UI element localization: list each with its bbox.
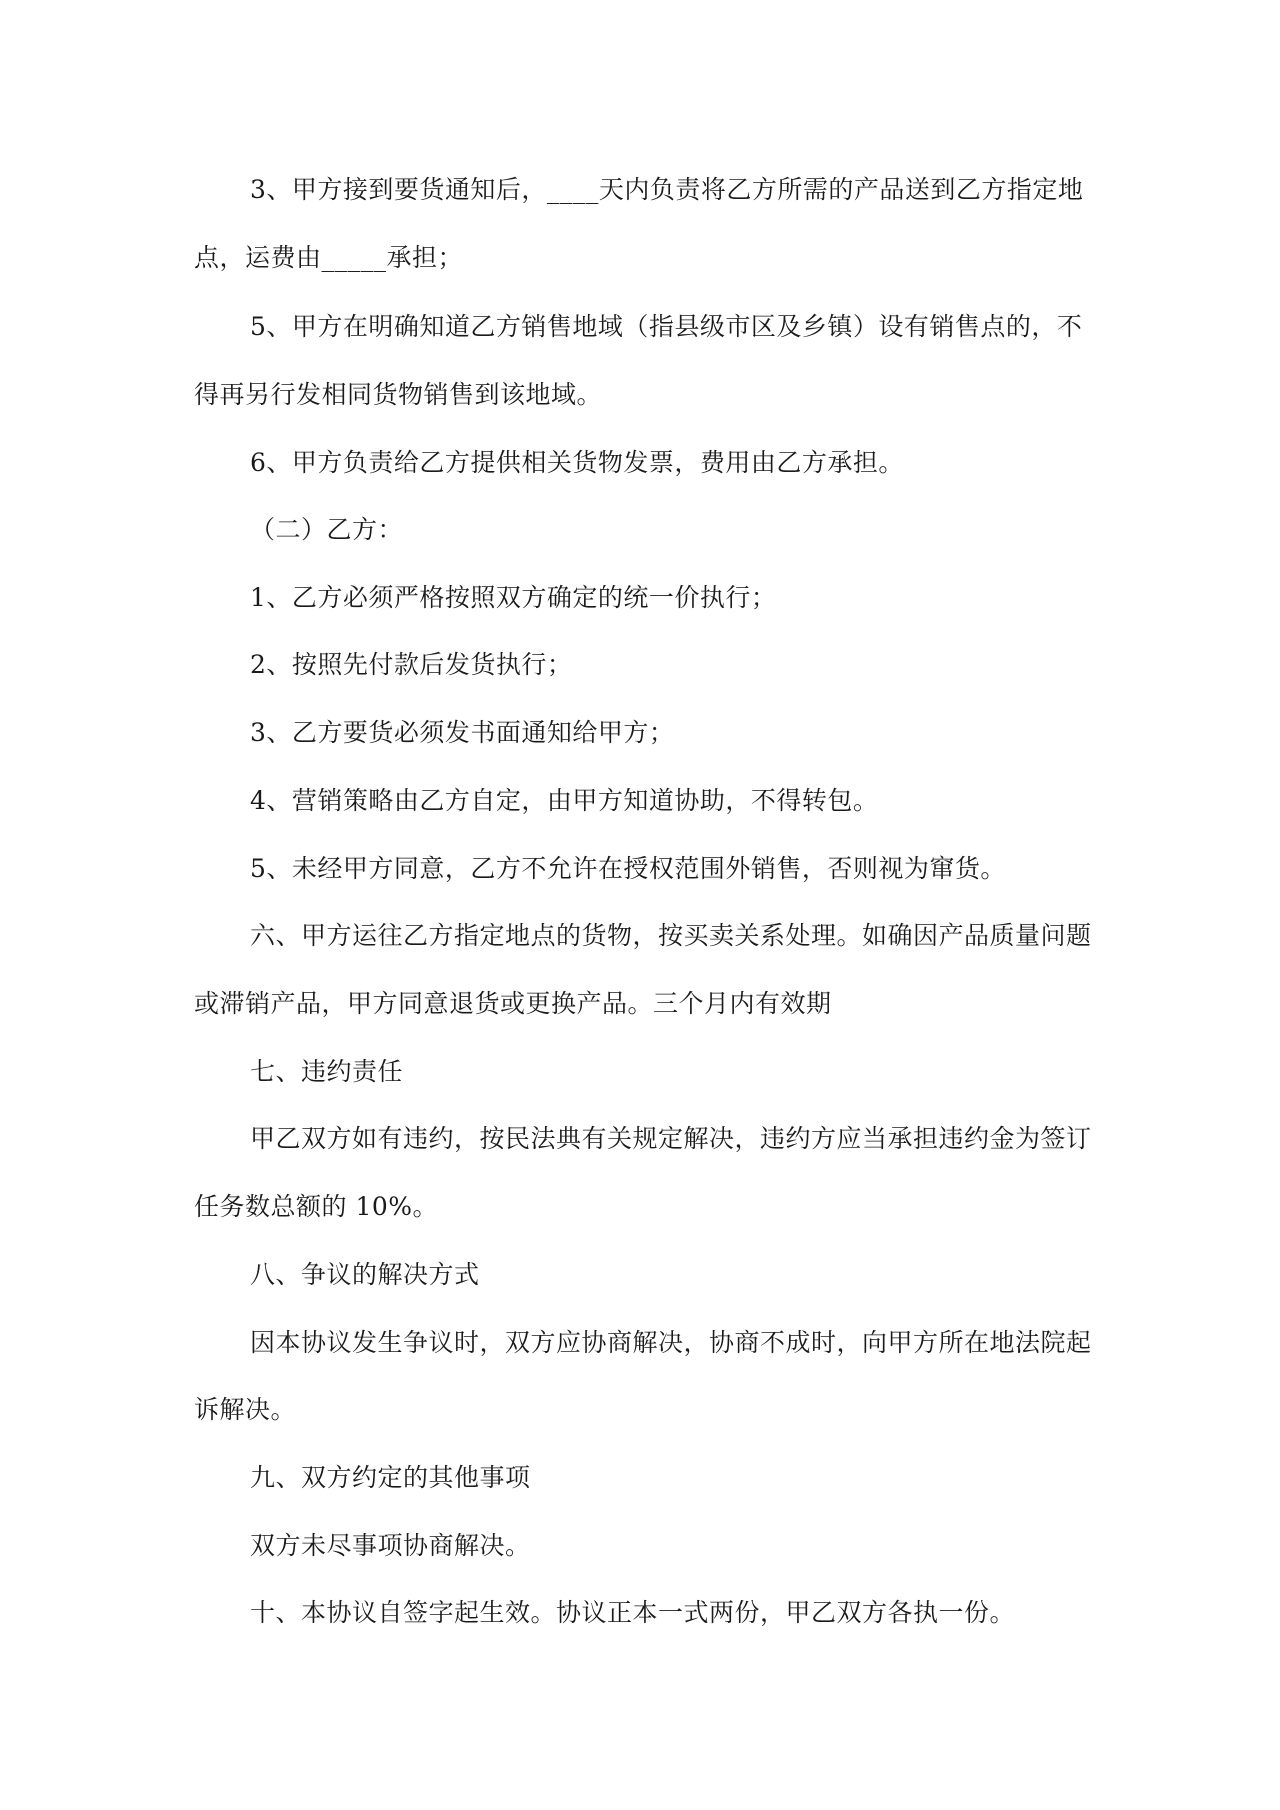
text-line: 或滞销产品，甲方同意退货或更换产品。三个月内有效期: [194, 989, 832, 1018]
section-heading: （二）乙方：: [250, 515, 404, 544]
text-line: 5、未经甲方同意，乙方不允许在授权范围外销售，否则视为窜货。: [250, 854, 1006, 883]
text-line: 双方未尽事项协商解决。: [250, 1531, 531, 1560]
text-line: 任务数总额的 10%。: [194, 1192, 439, 1221]
text-line: 得再另行发相同货物销售到该地域。: [194, 380, 603, 409]
text-line: 2、按照先付款后发货执行；: [250, 650, 573, 679]
text-line: 六、甲方运往乙方指定地点的货物，按买卖关系处理。如确因产品质量问题: [250, 921, 1092, 950]
text-line: 3、甲方接到要货通知后，____天内负责将乙方所需的产品送到乙方指定地: [250, 175, 1084, 204]
text-line: 6、甲方负责给乙方提供相关货物发票，费用由乙方承担。: [250, 448, 904, 477]
section-heading: 九、双方约定的其他事项: [250, 1463, 531, 1492]
text-line: 因本协议发生争议时，双方应协商解决，协商不成时，向甲方所在地法院起: [250, 1328, 1092, 1357]
text-line: 5、甲方在明确知道乙方销售地域（指县级市区及乡镇）设有销售点的，不: [250, 312, 1083, 341]
section-heading: 七、违约责任: [250, 1057, 404, 1086]
section-heading: 八、争议的解决方式: [250, 1260, 480, 1289]
text-line: 诉解决。: [194, 1395, 297, 1424]
text-line: 十、本协议自签字起生效。协议正本一式两份，甲乙双方各执一份。: [250, 1598, 1016, 1627]
text-line: 甲乙双方如有违约，按民法典有关规定解决，违约方应当承担违约金为签订: [250, 1124, 1092, 1153]
text-line: 3、乙方要货必须发书面通知给甲方；: [250, 718, 675, 747]
text-line: 1、乙方必须严格按照双方确定的统一价执行；: [250, 583, 777, 612]
text-line: 4、营销策略由乙方自定，由甲方知道协助，不得转包。: [250, 786, 879, 815]
text-line: 点，运费由_____承担；: [194, 243, 464, 272]
